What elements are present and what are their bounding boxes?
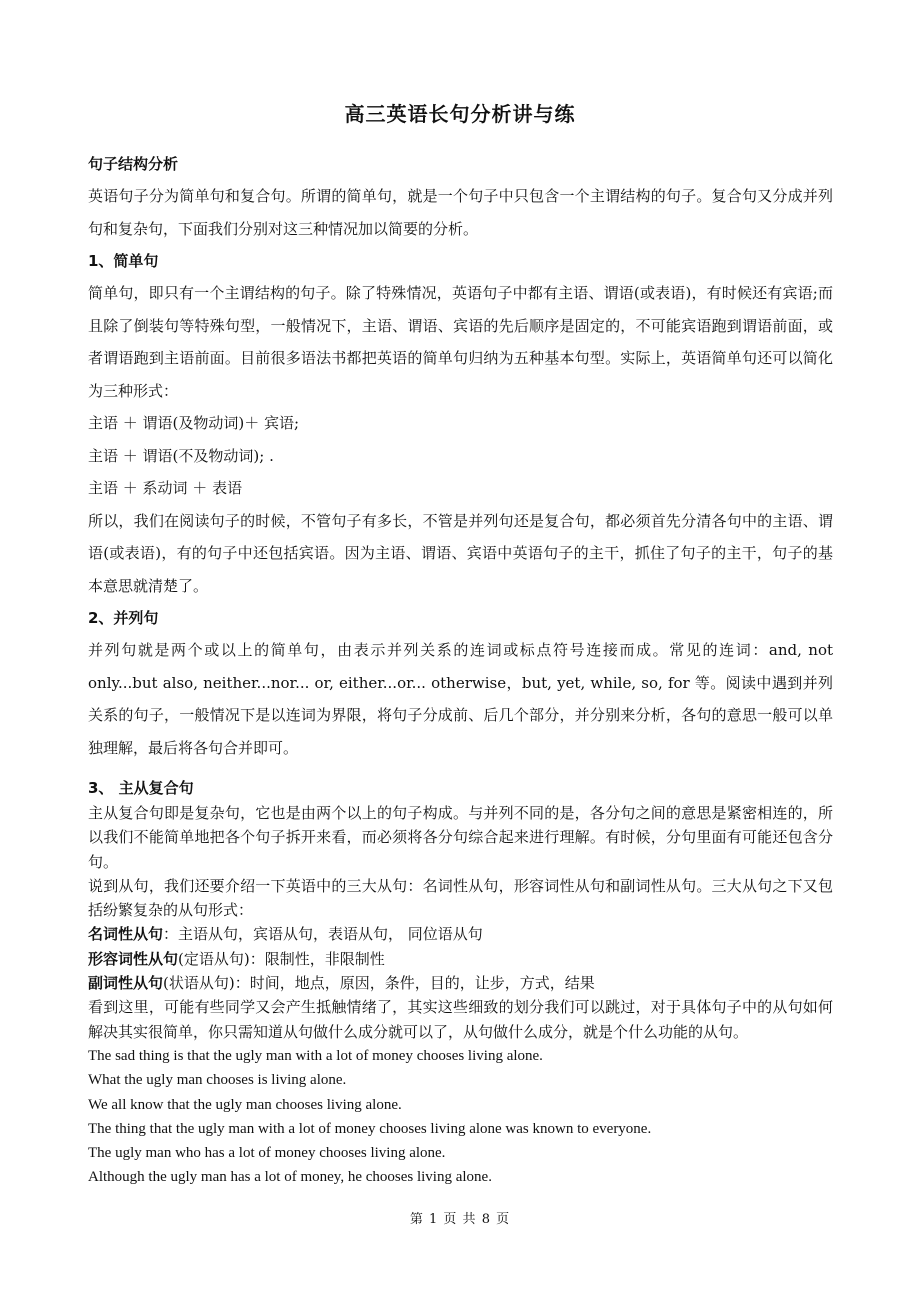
document-title: 高三英语长句分析讲与练 [344, 102, 576, 126]
adjective-clause-label: 形容词性从句 [88, 949, 179, 968]
example-sentence-5: The ugly man who has a lot of money chooses living alone. [88, 1145, 446, 1162]
section-gap [88, 764, 833, 772]
example-sentence-2: What the ugly man chooses is living alone. [88, 1072, 347, 1089]
adjective-clause-text: (定语从句)：限制性，非限制性 [178, 949, 385, 968]
noun-clause-label: 名词性从句 [88, 925, 164, 944]
sentence-form-1: 主语 ＋ 谓语(及物动词)＋ 宾语; [88, 414, 300, 432]
document-body [88, 148, 833, 1190]
simple-sentence-heading: 1、简单句 [88, 252, 159, 270]
example-sentence-3: We all know that the ugly man chooses living alone. [88, 1096, 402, 1113]
simple-sentence-paragraph: 简单句，即只有一个主谓结构的句子。除了特殊情况，英语句子中都有主语、谓语(或表语)，有时候还有宾语;而且除了倒装句等特殊句型，一般情况下，主语、谓语、宾语的先后顺序是固定的，不可能宾语跑到谓语前面，或者谓语跑到主语前面。目前很多语法书都把英语的简单句归纳为五种基本句型。实际上，英语简单句还可以简化为三种形式： [88, 284, 833, 400]
intro-paragraph: 英语句子分为简单句和复合句。所谓的简单句，就是一个句子中只包含一个主谓结构的句子。复合句又分成并列句和复杂句，下面我们分别对这三种情况加以简要的分析。 [88, 187, 833, 238]
adverbial-clause-text: (状语从句)：时间，地点，原因，条件，目的，让步，方式，结果 [163, 974, 595, 993]
tight-section [88, 776, 833, 1190]
adjective-clause-line [88, 947, 833, 971]
adverbial-clause-label: 副词性从句 [88, 974, 164, 993]
compound-sentence-heading: 2、并列句 [88, 609, 159, 627]
noun-clause-text: ：主语从句，宾语从句，表语从句， 同位语从句 [163, 925, 483, 944]
page-footer: 第 1 页 共 8 页 [409, 1212, 511, 1227]
complex-paragraph-3: 看到这里，可能有些同学又会产生抵触情绪了，其实这些细致的划分我们可以跳过，对于具体句子中的从句如何解决其实很简单，你只需知道从句做什么成分就可以了，从句做什么成分，就是个什么功能的从句。 [88, 998, 833, 1041]
noun-clause-line [88, 922, 833, 946]
intro-heading: 句子结构分析 [88, 155, 179, 173]
example-sentence-6: Although the ugly man has a lot of money, he chooses living alone. [88, 1169, 492, 1186]
loose-section [88, 148, 833, 764]
adverbial-clause-line [88, 971, 833, 995]
example-sentence-4: The thing that the ugly man with a lot of money chooses living alone was known to everyone. [88, 1120, 652, 1137]
complex-paragraph-1: 主从复合句即是复杂句，它也是由两个以上的句子构成。与并列不同的是，各分句之间的意思是紧密相连的，所以我们不能简单地把各个句子拆开来看，而必须将各分句综合起来进行理解。有时候，分句里面有可能还包含分句。 [88, 804, 833, 871]
compound-sentence-paragraph: 并列句就是两个或以上的简单句，由表示并列关系的连词或标点符号连接而成。常见的连词：and, not only...but also, neither...nor... or, either...or... otherwise，but, yet, while, so, for 等。阅读中遇到并列关系的句子，一般情况下是以连词为界限，将句子分成前、后几个部分，并分别来分析，各句的意思一般可以单独理解，最后将各句合并即可。 [88, 641, 833, 757]
simple-sentence-conclusion: 所以，我们在阅读句子的时候，不管句子有多长，不管是并列句还是复合句，都必须首先分清各句中的主语、谓语(或表语)，有的句子中还包括宾语。因为主语、谓语、宾语中英语句子的主干，抓住了句子的主干，句子的基本意思就清楚了。 [88, 511, 833, 595]
sentence-form-2: 主语 ＋ 谓语(不及物动词); . [88, 446, 274, 465]
complex-paragraph-2: 说到从句，我们还要介绍一下英语中的三大从句：名词性从句，形容词性从句和副词性从句。三大从句之下又包括纷繁复杂的从句形式： [88, 876, 833, 920]
sentence-form-3: 主语 ＋ 系动词 ＋ 表语 [88, 479, 243, 497]
example-sentence-1: The sad thing is that the ugly man with a lot of money chooses living alone. [88, 1047, 543, 1064]
complex-sentence-heading: 3、 主从复合句 [88, 779, 194, 797]
